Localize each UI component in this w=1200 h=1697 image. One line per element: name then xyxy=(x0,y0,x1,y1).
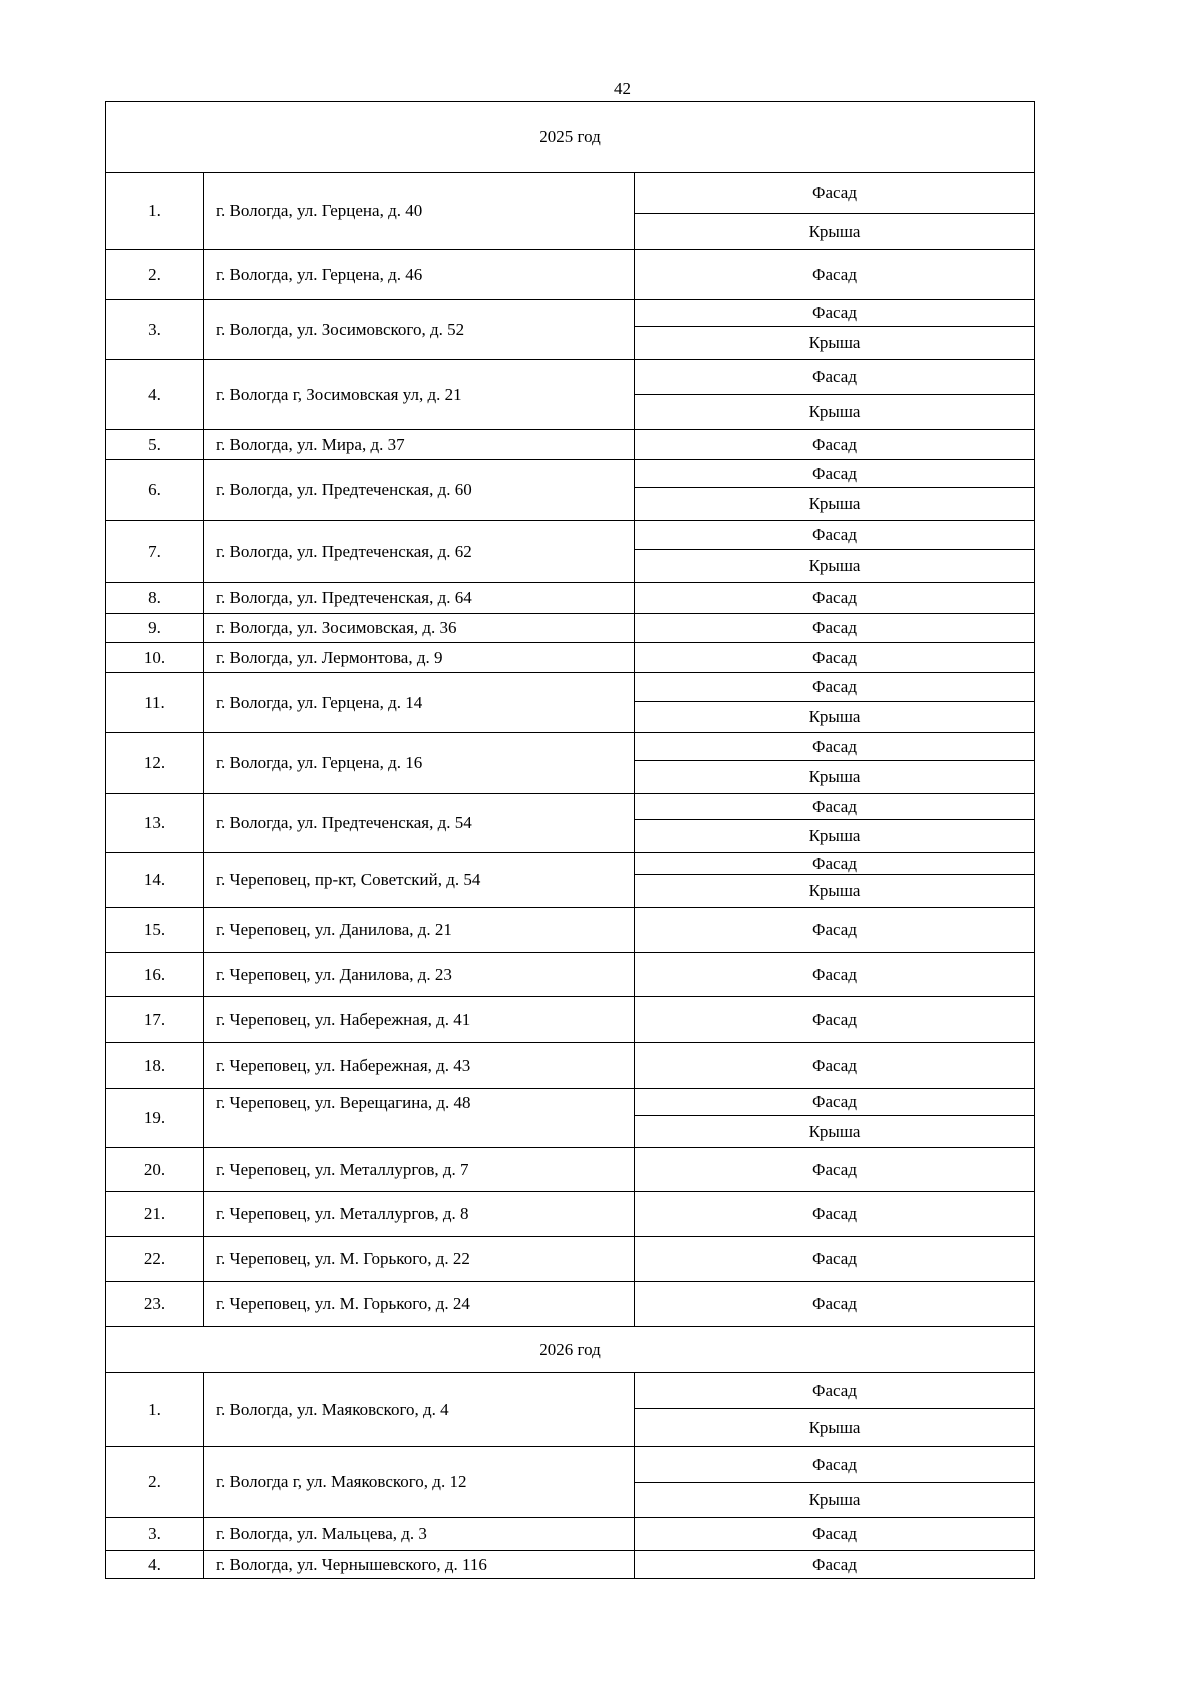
row-number: 13. xyxy=(106,794,204,853)
work-type-cell: Крыша xyxy=(635,761,1035,794)
table-row xyxy=(106,521,1035,550)
row-number: 14. xyxy=(106,853,204,908)
address-cell: г. Вологда, ул. Зосимовского, д. 52 xyxy=(204,300,635,360)
work-type-cell: Фасад xyxy=(635,673,1035,702)
work-type-cell: Крыша xyxy=(635,875,1035,908)
row-number: 12. xyxy=(106,733,204,794)
row-number: 11. xyxy=(106,673,204,733)
address-cell: г. Вологда г, Зосимовская ул, д. 21 xyxy=(204,360,635,430)
work-type-cell: Крыша xyxy=(635,550,1035,583)
address-cell: г. Вологда г, ул. Маяковского, д. 12 xyxy=(204,1447,635,1518)
work-type-cell: Фасад xyxy=(635,997,1035,1043)
table-row xyxy=(106,794,1035,820)
row-number: 22. xyxy=(106,1237,204,1282)
address-cell: г. Вологда, ул. Мира, д. 37 xyxy=(204,430,635,460)
work-type-cell: Фасад xyxy=(635,1192,1035,1237)
work-type-cell: Фасад xyxy=(635,1282,1035,1327)
work-type-cell: Фасад xyxy=(635,908,1035,953)
row-number: 3. xyxy=(106,300,204,360)
address-cell: г. Вологда, ул. Зосимовская, д. 36 xyxy=(204,614,635,643)
table-row xyxy=(106,583,1035,614)
address-cell: г. Вологда, ул. Предтеченская, д. 62 xyxy=(204,521,635,583)
page-number: 42 xyxy=(614,79,631,98)
work-type-cell: Крыша xyxy=(635,395,1035,430)
row-number: 7. xyxy=(106,521,204,583)
table-row xyxy=(106,1551,1035,1579)
work-type-cell: Фасад xyxy=(635,250,1035,300)
row-number: 1. xyxy=(106,1373,204,1447)
work-type-cell: Фасад xyxy=(635,460,1035,488)
address-cell: г. Вологда, ул. Чернышевского, д. 116 xyxy=(204,1551,635,1579)
work-type-cell: Крыша xyxy=(635,702,1035,733)
row-number: 4. xyxy=(106,1551,204,1579)
table-row xyxy=(106,673,1035,702)
year-heading: 2025 год xyxy=(106,102,1035,173)
address-cell: г. Череповец, ул. Металлургов, д. 8 xyxy=(204,1192,635,1237)
table-row xyxy=(106,430,1035,460)
table-row xyxy=(106,733,1035,761)
table-row xyxy=(106,1518,1035,1551)
work-type-cell: Фасад xyxy=(635,521,1035,550)
work-type-cell: Фасад xyxy=(635,643,1035,673)
work-type-cell: Фасад xyxy=(635,430,1035,460)
table-row xyxy=(106,908,1035,953)
address-cell: г. Вологда, ул. Герцена, д. 40 xyxy=(204,173,635,250)
table-row xyxy=(106,853,1035,875)
table-row xyxy=(106,173,1035,214)
address-cell: г. Вологда, ул. Мальцева, д. 3 xyxy=(204,1518,635,1551)
row-number: 17. xyxy=(106,997,204,1043)
works-table xyxy=(105,101,1035,1579)
address-cell: г. Череповец, ул. М. Горького, д. 22 xyxy=(204,1237,635,1282)
address-cell: г. Череповец, ул. Данилова, д. 21 xyxy=(204,908,635,953)
row-number: 6. xyxy=(106,460,204,521)
table-row xyxy=(106,1192,1035,1237)
work-type-cell: Фасад xyxy=(635,1373,1035,1409)
year-header-row xyxy=(106,1327,1035,1373)
address-cell: г. Череповец, ул. Набережная, д. 43 xyxy=(204,1043,635,1089)
row-number: 19. xyxy=(106,1089,204,1148)
row-number: 1. xyxy=(106,173,204,250)
table-row xyxy=(106,1237,1035,1282)
row-number: 9. xyxy=(106,614,204,643)
address-cell: г. Вологда, ул. Герцена, д. 16 xyxy=(204,733,635,794)
work-type-cell: Фасад xyxy=(635,1518,1035,1551)
work-type-cell: Крыша xyxy=(635,1116,1035,1148)
address-cell: г. Череповец, ул. Набережная, д. 41 xyxy=(204,997,635,1043)
row-number: 2. xyxy=(106,1447,204,1518)
table-row xyxy=(106,300,1035,327)
address-cell: г. Череповец, ул. Металлургов, д. 7 xyxy=(204,1148,635,1192)
address-cell: г. Вологда, ул. Герцена, д. 46 xyxy=(204,250,635,300)
row-number: 4. xyxy=(106,360,204,430)
work-type-cell: Фасад xyxy=(635,300,1035,327)
table-row xyxy=(106,360,1035,395)
year-header-row xyxy=(106,102,1035,173)
row-number: 20. xyxy=(106,1148,204,1192)
work-type-cell: Крыша xyxy=(635,488,1035,521)
row-number: 10. xyxy=(106,643,204,673)
table-row xyxy=(106,1282,1035,1327)
table-row xyxy=(106,1043,1035,1089)
work-type-cell: Фасад xyxy=(635,1237,1035,1282)
work-type-cell: Фасад xyxy=(635,1447,1035,1483)
table-row xyxy=(106,1148,1035,1192)
address-cell: г. Вологда, ул. Предтеченская, д. 60 xyxy=(204,460,635,521)
table-row xyxy=(106,1447,1035,1483)
row-number: 15. xyxy=(106,908,204,953)
row-number: 5. xyxy=(106,430,204,460)
address-cell: г. Череповец, ул. М. Горького, д. 24 xyxy=(204,1282,635,1327)
work-type-cell: Крыша xyxy=(635,214,1035,250)
table-row xyxy=(106,460,1035,488)
work-type-cell: Фасад xyxy=(635,1043,1035,1089)
address-cell: г. Вологда, ул. Герцена, д. 14 xyxy=(204,673,635,733)
work-type-cell: Крыша xyxy=(635,820,1035,853)
work-type-cell: Фасад xyxy=(635,733,1035,761)
work-type-cell: Крыша xyxy=(635,1483,1035,1518)
work-type-cell: Фасад xyxy=(635,1089,1035,1116)
work-type-cell: Фасад xyxy=(635,794,1035,820)
row-number: 3. xyxy=(106,1518,204,1551)
work-type-cell: Фасад xyxy=(635,1551,1035,1579)
address-cell: г. Вологда, ул. Предтеченская, д. 54 xyxy=(204,794,635,853)
year-heading: 2026 год xyxy=(106,1327,1035,1373)
work-type-cell: Фасад xyxy=(635,173,1035,214)
table-row xyxy=(106,1373,1035,1409)
row-number: 21. xyxy=(106,1192,204,1237)
work-type-cell: Фасад xyxy=(635,614,1035,643)
row-number: 8. xyxy=(106,583,204,614)
work-type-cell: Фасад xyxy=(635,360,1035,395)
address-cell: г. Вологда, ул. Лермонтова, д. 9 xyxy=(204,643,635,673)
table-row xyxy=(106,953,1035,997)
table-row xyxy=(106,1089,1035,1116)
address-cell: г. Череповец, пр-кт, Советский, д. 54 xyxy=(204,853,635,908)
address-cell: г. Череповец, ул. Верещагина, д. 48 xyxy=(204,1089,635,1148)
address-cell: г. Вологда, ул. Предтеченская, д. 64 xyxy=(204,583,635,614)
row-number: 16. xyxy=(106,953,204,997)
row-number: 18. xyxy=(106,1043,204,1089)
table-row xyxy=(106,643,1035,673)
work-type-cell: Фасад xyxy=(635,583,1035,614)
address-cell: г. Вологда, ул. Маяковского, д. 4 xyxy=(204,1373,635,1447)
work-type-cell: Крыша xyxy=(635,1409,1035,1447)
table-row xyxy=(106,614,1035,643)
work-type-cell: Фасад xyxy=(635,1148,1035,1192)
work-type-cell: Крыша xyxy=(635,327,1035,360)
work-type-cell: Фасад xyxy=(635,953,1035,997)
row-number: 2. xyxy=(106,250,204,300)
row-number: 23. xyxy=(106,1282,204,1327)
table-row xyxy=(106,997,1035,1043)
address-cell: г. Череповец, ул. Данилова, д. 23 xyxy=(204,953,635,997)
table-row xyxy=(106,250,1035,300)
work-type-cell: Фасад xyxy=(635,853,1035,875)
